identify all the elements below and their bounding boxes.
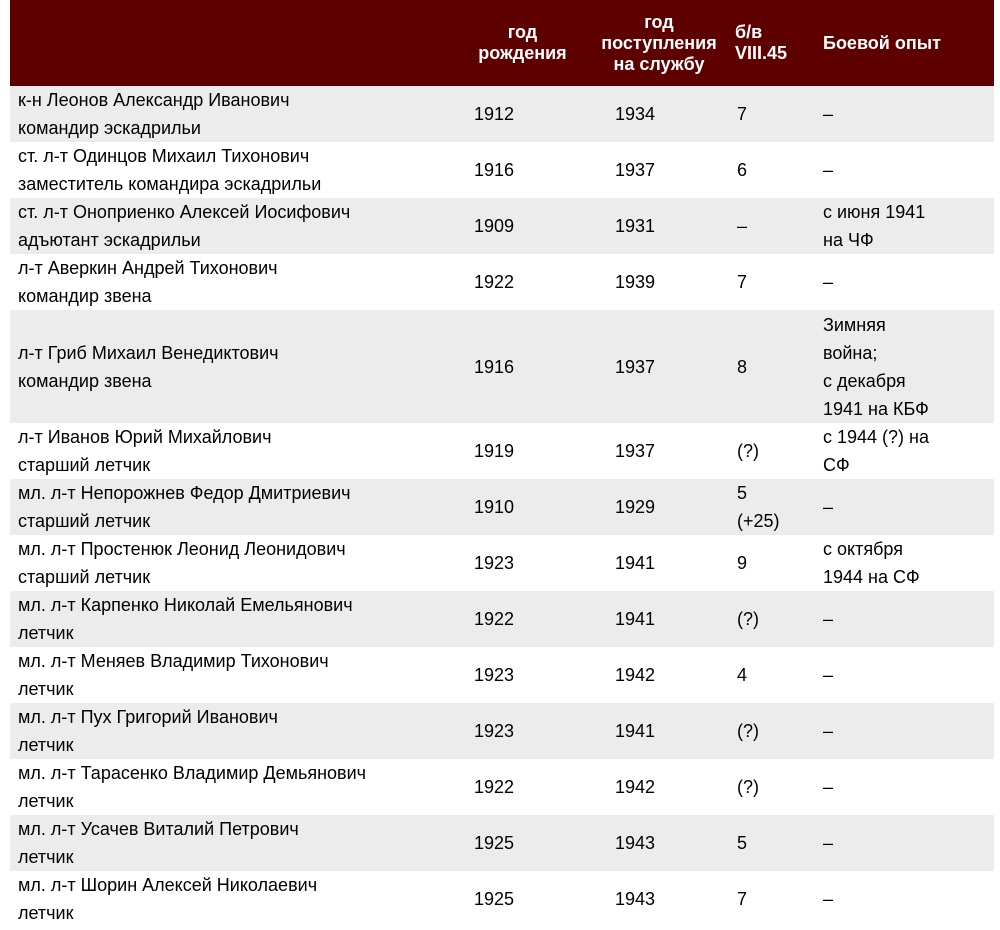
cell-birth-year: 1923 — [474, 553, 515, 573]
cell-combat-experience: – — [823, 497, 834, 517]
table-row — [10, 86, 994, 142]
cell-name — [10, 86, 456, 142]
cell-sorties: 9 — [737, 553, 748, 573]
person-name: мл. л-т Простенюк Леонид Леонидович — [18, 539, 346, 559]
cell-service-year: 1941 — [615, 553, 656, 573]
table-row — [10, 871, 994, 927]
person-name: мл. л-т Шорин Алексей Николаевич — [18, 875, 318, 895]
person-name: мл. л-т Меняев Владимир Тихонович — [18, 651, 329, 671]
table-row — [10, 142, 994, 198]
cell-combat-experience: – — [823, 609, 834, 629]
cell-birth-year: 1923 — [474, 721, 515, 741]
person-name: л-т Гриб Михаил Венедиктович — [18, 342, 279, 363]
cell-name — [10, 198, 456, 254]
person-name: ст. л-т Одинцов Михаил Тихонович — [18, 146, 310, 166]
person-role: летчик — [18, 623, 74, 643]
cell-sorties: 5 (+25) — [737, 483, 780, 531]
header-sorties: б/в VIII.45 — [735, 22, 788, 63]
table-row — [10, 423, 994, 479]
person-role: адъютант эскадрильи — [18, 230, 201, 250]
cell-name — [10, 647, 456, 703]
cell-sorties: 5 — [737, 833, 748, 853]
cell-name — [10, 310, 456, 423]
person-role: командир звена — [18, 286, 152, 306]
cell-combat-experience: с 1944 (?) на СФ — [823, 427, 929, 475]
person-role: командир эскадрильи — [18, 118, 201, 138]
table-row — [10, 703, 994, 759]
table-header — [10, 0, 994, 86]
person-name: к-н Леонов Александр Иванович — [18, 90, 290, 110]
cell-name — [10, 535, 456, 591]
cell-sorties: 8 — [737, 356, 748, 377]
table-row — [10, 198, 994, 254]
cell-combat-experience: с июня 1941 на ЧФ — [823, 202, 926, 250]
cell-sorties: 6 — [737, 160, 748, 180]
person-name: л-т Аверкин Андрей Тихонович — [18, 258, 278, 278]
table-row — [10, 310, 994, 423]
person-name: мл. л-т Пух Григорий Иванович — [18, 707, 278, 727]
cell-service-year: 1934 — [615, 104, 656, 124]
person-name: мл. л-т Непорожнев Федор Дмитриевич — [18, 483, 351, 503]
cell-birth-year: 1910 — [474, 497, 515, 517]
cell-birth-year: 1916 — [474, 160, 515, 180]
cell-birth-year: 1919 — [474, 441, 515, 461]
person-role: летчик — [18, 735, 74, 755]
cell-service-year: 1941 — [615, 609, 656, 629]
cell-name — [10, 479, 456, 535]
person-role: летчик — [18, 791, 74, 811]
person-name: мл. л-т Тарасенко Владимир Демьянович — [18, 763, 367, 783]
person-name: ст. л-т Оноприенко Алексей Иосифович — [18, 202, 351, 222]
cell-combat-experience: Зимняя война; с декабря 1941 на КБФ — [823, 314, 929, 419]
cell-name — [10, 591, 456, 647]
table-row — [10, 591, 994, 647]
cell-name — [10, 703, 456, 759]
cell-service-year: 1942 — [615, 665, 656, 685]
table-row — [10, 815, 994, 871]
person-role: летчик — [18, 679, 74, 699]
cell-sorties: (?) — [737, 721, 759, 741]
cell-sorties: (?) — [737, 609, 759, 629]
cell-birth-year: 1916 — [474, 356, 515, 377]
cell-birth-year: 1922 — [474, 609, 515, 629]
header-name — [10, 0, 456, 86]
cell-combat-experience: – — [823, 721, 834, 741]
table-row — [10, 254, 994, 310]
cell-service-year: 1943 — [615, 833, 656, 853]
cell-birth-year: 1922 — [474, 272, 515, 292]
cell-name — [10, 815, 456, 871]
cell-name — [10, 254, 456, 310]
squadron-roster-table — [10, 0, 994, 927]
cell-birth-year: 1912 — [474, 104, 515, 124]
cell-combat-experience: – — [823, 889, 834, 909]
cell-service-year: 1941 — [615, 721, 656, 741]
cell-combat-experience: – — [823, 665, 834, 685]
cell-sorties: 7 — [737, 272, 748, 292]
cell-combat-experience: – — [823, 104, 834, 124]
cell-sorties: 4 — [737, 665, 748, 685]
header-birth-year: год рождения — [478, 22, 567, 63]
cell-combat-experience: – — [823, 833, 834, 853]
cell-name — [10, 423, 456, 479]
cell-sorties: (?) — [737, 777, 759, 797]
header-row — [10, 0, 994, 86]
cell-sorties: 7 — [737, 889, 748, 909]
table-row — [10, 647, 994, 703]
cell-combat-experience: – — [823, 160, 834, 180]
cell-service-year: 1929 — [615, 497, 656, 517]
cell-combat-experience: – — [823, 777, 834, 797]
cell-sorties: 7 — [737, 104, 748, 124]
cell-birth-year: 1922 — [474, 777, 515, 797]
person-role: летчик — [18, 847, 74, 867]
person-name: л-т Иванов Юрий Михайлович — [18, 427, 272, 447]
cell-name — [10, 142, 456, 198]
cell-service-year: 1937 — [615, 160, 656, 180]
person-name: мл. л-т Карпенко Николай Емельянович — [18, 595, 353, 615]
person-role: заместитель командира эскадрильи — [18, 174, 322, 194]
cell-service-year: 1937 — [615, 356, 656, 377]
cell-service-year: 1939 — [615, 272, 656, 292]
person-role: командир звена — [18, 370, 152, 391]
cell-sorties: – — [737, 216, 748, 236]
cell-service-year: 1937 — [615, 441, 656, 461]
cell-birth-year: 1925 — [474, 889, 515, 909]
cell-birth-year: 1923 — [474, 665, 515, 685]
cell-service-year: 1931 — [615, 216, 656, 236]
cell-birth-year: 1925 — [474, 833, 515, 853]
person-role: старший летчик — [18, 511, 151, 531]
cell-combat-experience: – — [823, 272, 834, 292]
cell-combat-experience: с октября 1944 на СФ — [823, 539, 920, 587]
header-service-year: год поступления на службу — [601, 11, 717, 74]
table-row — [10, 535, 994, 591]
header-combat-experience: Боевой опыт — [823, 32, 941, 53]
person-role: старший летчик — [18, 567, 151, 587]
table-row — [10, 759, 994, 815]
cell-service-year: 1942 — [615, 777, 656, 797]
cell-service-year: 1943 — [615, 889, 656, 909]
table-body — [10, 86, 994, 927]
cell-name — [10, 871, 456, 927]
table-row — [10, 479, 994, 535]
person-name: мл. л-т Усачев Виталий Петрович — [18, 819, 299, 839]
cell-name — [10, 759, 456, 815]
person-role: летчик — [18, 903, 74, 923]
cell-sorties: (?) — [737, 441, 759, 461]
cell-birth-year: 1909 — [474, 216, 515, 236]
person-role: старший летчик — [18, 455, 151, 475]
